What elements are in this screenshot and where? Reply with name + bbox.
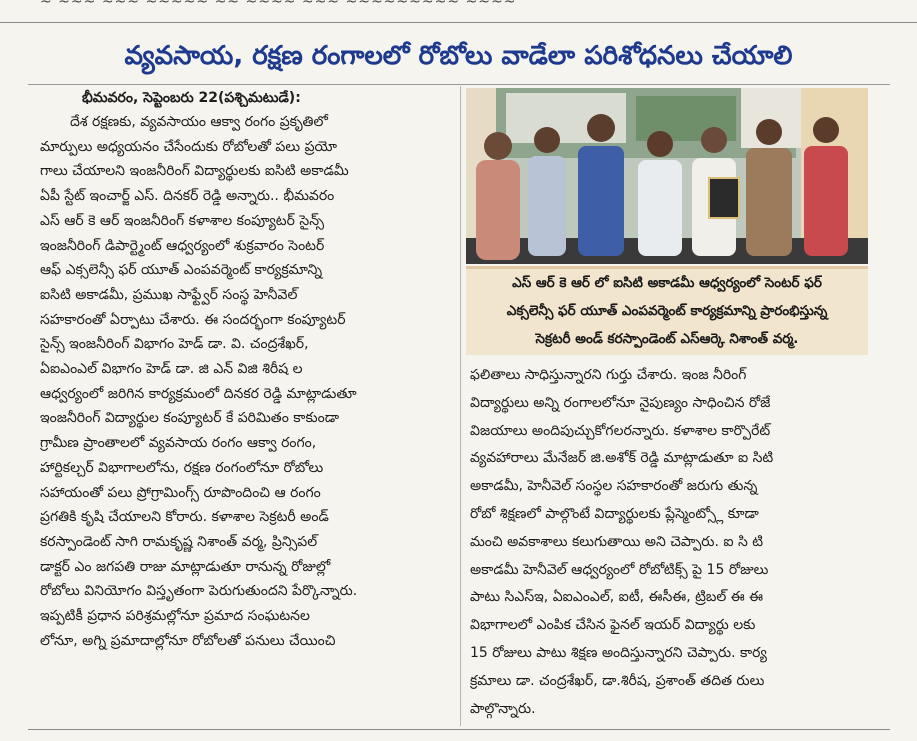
left-column [40,86,458,653]
bottom-rule [28,729,890,730]
text-line: మంచి అవకాశాలు కలుగుతాయి అని చెప్పారు. ఐ సి టి [470,533,764,550]
text-line: క్రమాలు డా. చంద్రశేఖర్, డా.శిరీష, ప్రశాంత్ తదిత రులు [470,672,765,689]
caption-line: ఎక్సలెన్సీ ఫర్ యూత్ ఎంపవర్మెంట్ కార్యక్రమాన్ని ప్రారంభిస్తున్న [506,303,828,319]
photo-caption [466,266,868,355]
cropped-text-fragment: ~ ~~~ ~~~ ~~~~~ ~~ ~~~~ ~~~ ~~~~~~~~~ ~~~~ [40,0,517,10]
text-line: గ్రామీణ ప్రాంతాలలో వ్యవసాయ రంగం ఆక్వా రంగం, [40,435,317,452]
text-line: దేశ రక్షణకు, వ్యవసాయం ఆక్వా రంగం ప్రకృతిలో [70,114,328,130]
left-column-text [40,110,458,653]
right-column-text [470,362,874,723]
caption-line: ఎస్ ఆర్ కె ఆర్ లో ఐసిటి అకాడమీ ఆధ్వర్యంలో సెంటర్ ఫర్ [512,275,822,291]
text-line: ఇంజనీరింగ్ డిపార్ట్మెంట్ ఆధ్వర్యంలో శుక్రవారం సెంటర్ [40,237,325,254]
text-line: మార్పులు అధ్యయనం చేసేందుకు రోబోలతో పలు ప్రయో [40,138,338,155]
text-line: ఇంజనీరింగ్ విద్యార్థుల కంప్యూటర్ కే పరిమితం కాకుండా [40,410,340,427]
text-line: ఆధ్వర్యంలో జరిగిన కార్యక్రమంలో దినకర రెడ్డి మాట్లాడుతూ [40,385,357,402]
text-line: రోబోలు వినియోగం విస్తృతంగా పెరుగుతుందని పేర్కొన్నారు. [40,583,358,600]
text-line: ఫలితాలు సాధిస్తున్నారని గుర్తు చేశారు. ఇంజ నీరింగ్ [470,367,747,383]
text-line: సహాయంతో పలు ప్రోగ్రామింగ్స్ రూపొందించి ఆ రంగం [40,484,321,501]
caption-line: సెక్రటరీ అండ్ కరస్పాండెంట్ ఎస్ఆర్కె నిశాంత్ వర్మ. [535,331,799,347]
text-line: అకాడమీ హెనీవెల్ ఆధ్వర్యంలో రోబోటిక్స్ పై 15 రోజులు [470,561,769,578]
text-line: విభాగాలలో ఎంపిక చేసిన ఫైనల్ ఇయర్ విద్యార్థు లకు [470,617,756,634]
cropped-previous-article-strip [0,0,917,23]
text-line: పాటు సిఎస్ఇ, ఏఐఎంఎల్, ఐటీ, ఈసీఈ, ట్రిబల్ ఈ ఈ [470,589,764,606]
text-line: ఏఐఎంఎల్ విభాగం హెడ్ డా. జి ఎన్ విజి శిరీష ల [40,361,303,378]
text-line: రోబో శిక్షణలో పాల్గొంటే విద్యార్థులకు ప్లేస్మెంట్స్లో కూడా [470,505,759,522]
text-line: సైన్స్ ఇంజనీరింగ్ విభాగం హెడ్ డా. వి. చంద్రశేఖర్, [40,336,309,353]
text-line: సహకారంతో ఏర్పాటు చేశారు. ఈ సందర్భంగా కంప్యూటర్ [40,311,346,328]
text-line: ఆఫ్ ఎక్సలెన్సీ ఫర్ యూత్ ఎంపవర్మెంట్ కార్యక్రమాన్ని [40,262,323,279]
text-line: వ్యవహారాలు మేనేజర్ జి.అశోక్ రెడ్డి మాట్లాడుతూ ఐ సిటి [470,450,774,467]
news-photo [466,88,868,264]
text-line: హార్టికల్చర్ విభాగాలలోను, రక్షణ రంగంలోనూ రోబోలు [40,459,324,476]
text-line: గాలు చేయాలని ఇంజనీరింగ్ విద్యార్థులకు ఐసిటి అకాడమీ [40,163,349,180]
right-column [470,362,874,723]
text-line: ఎస్ ఆర్ కె ఆర్ ఇంజనీరింగ్ కళాశాల కంప్యూటర్ సైన్స్ [40,212,325,229]
text-line: ప్రగతికి కృషి చేయాలని కోరారు. కళాశాల సెక్రటరీ అండ్ [40,509,329,526]
column-divider [460,86,461,726]
article-headline: వ్యవసాయ, రక్షణ రంగాలలో రోబోలు వాడేలా పరిశోధనలు చేయాలి [124,41,793,71]
text-line: 15 రోజులు పాటు శిక్షణ అందిస్తున్నారని చెప్పారు. కార్య [470,644,767,661]
text-line: విజయాలు అందిపుచ్చుకోగలరన్నారు. కళాశాల కార్పొరేట్ [470,422,771,439]
dateline: భీమవరం, సెప్టెంబరు 22(పశ్చిమటుడే): [82,90,301,106]
headline-rule [28,84,890,85]
text-line: విద్యార్థులు అన్ని రంగాలలోనూ నైపుణ్యం సాధించిన రోజే [470,394,771,411]
text-line: ఏపీ స్టేట్ ఇంచార్జ్ ఎస్. దినకర్ రెడ్డి అన్నారు.. భీమవరం [40,188,335,205]
text-line: ఇప్పటికీ ప్రధాన పరిశ్రమల్లోనూ ప్రమాద సంఘటనల [40,608,310,625]
text-line: డాక్టర్ ఎం జగపతి రాజు మాట్లాడుతూ రానున్న రోజుల్లో [40,558,331,575]
text-line: అకాడమీ, హెనీవెల్ సంస్థల సహకారంతో జరుగు తున్న [470,478,758,495]
text-line: ఐసిటి అకాడమీ, ప్రముఖ సాఫ్ట్వేర్ సంస్థ హెనీవెల్ [40,286,298,303]
text-line: పాల్గొన్నారు. [470,700,536,717]
text-line: లోనూ, అగ్ని ప్రమాదాల్లోనూ రోబోలతో పనులు చేయించి [40,632,336,649]
text-line: కరస్పాండెంట్ సాగి రామకృష్ణ నిశాంత్ వర్మ, ప్రిన్సిపల్ [40,533,318,550]
